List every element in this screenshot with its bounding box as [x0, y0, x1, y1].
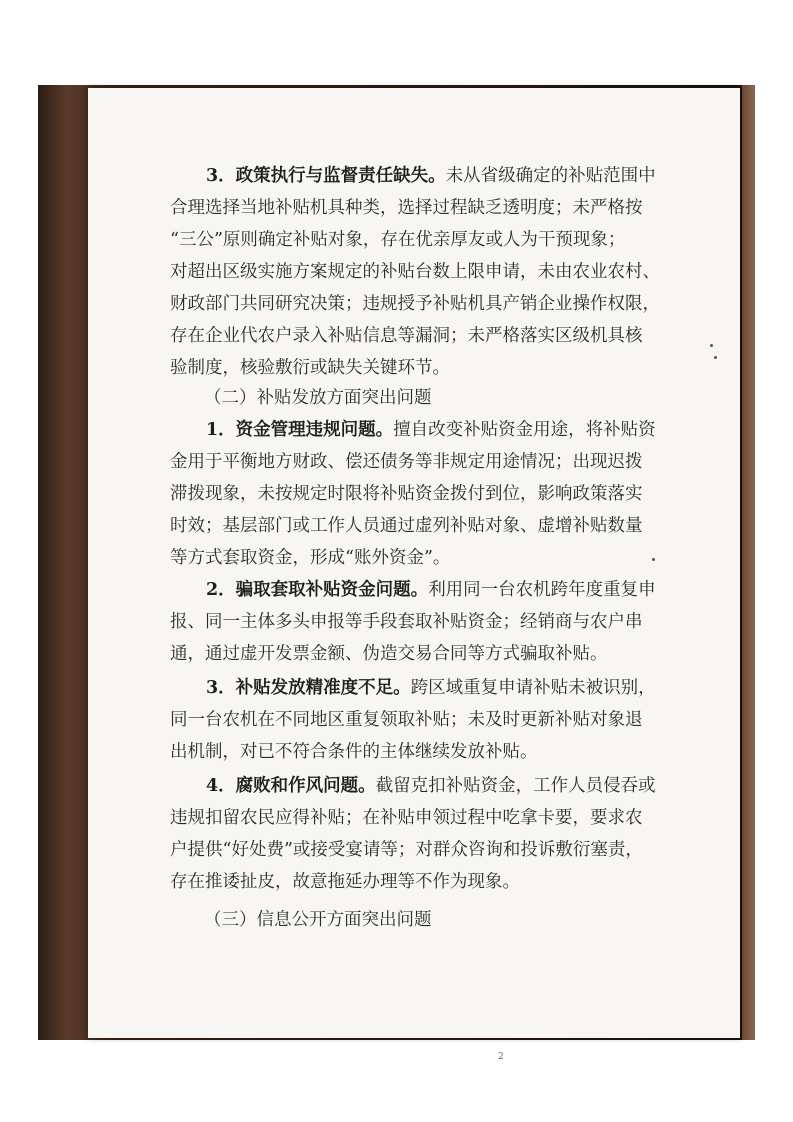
section-heading-3: （三）信息公开方面突出问题 [204, 910, 432, 930]
item1-line2: 金用于平衡地方财政、偿还债务等非规定用途情况；出现迟拨 [170, 452, 643, 472]
section3-line4: 对超出区级实施方案规定的补贴台数上限申请，未由农业农村、 [170, 262, 660, 282]
item1-line5: 等方式套取资金，形成“账外资金”。 [170, 548, 451, 568]
item2-lead: 2．骗取套取补贴资金问题。 [206, 580, 429, 600]
section3-line2: 合理选择当地补贴机具种类，选择过程缺乏透明度；未严格按 [170, 198, 643, 218]
item2-line1-text: 利用同一台农机跨年度重复申 [428, 580, 656, 600]
item2-line3: 通，通过虚开发票金额、伪造交易合同等方式骗取补贴。 [170, 644, 608, 664]
item4-lead: 4．腐败和作风问题。 [206, 776, 376, 796]
section3-line1-text: 未从省级确定的补贴范围中 [445, 166, 656, 186]
paper-speck [710, 344, 713, 347]
item4-line1-text: 截留克扣补贴资金，工作人员侵吞或 [375, 776, 656, 796]
item4-line4: 存在推诿扯皮，故意拖延办理等不作为现象。 [170, 872, 520, 892]
section3-line3: “三公”原则确定补贴对象，存在优亲厚友或人为干预现象； [170, 230, 626, 250]
section3-lead: 3．政策执行与监督责任缺失。 [206, 166, 446, 186]
item1-line3: 滞拨现象，未按规定时限将补贴资金拨付到位，影响政策落实 [170, 484, 643, 504]
item2-line1 [206, 580, 656, 600]
section3-line6: 存在企业代农户录入补贴信息等漏洞；未严格落实区级机具核 [170, 326, 643, 346]
item3-line1-text: 跨区域重复申请补贴未被识别， [410, 678, 656, 698]
item1-line1 [206, 420, 656, 440]
item4-line2: 违规扣留农民应得补贴；在补贴申领过程中吃拿卡要，要求农 [170, 808, 643, 828]
item3-line3: 出机制，对已不符合条件的主体继续发放补贴。 [170, 742, 538, 762]
section-heading-2: （二）补贴发放方面突出问题 [204, 388, 432, 408]
item4-line3: 户提供“好处费”或接受宴请等；对群众咨询和投诉敷衍塞责， [170, 840, 643, 860]
item1-line4: 时效；基层部门或工作人员通过虚列补贴对象、虚增补贴数量 [170, 516, 643, 536]
paper-speck [652, 558, 655, 561]
item1-lead: 1．资金管理违规问题。 [206, 420, 394, 440]
section3-line7: 验制度，核验敷衍或缺失关键环节。 [170, 358, 450, 378]
paper-speck [714, 356, 717, 359]
document-page [88, 88, 740, 1062]
page-number: 2 [498, 1052, 504, 1062]
item3-lead: 3．补贴发放精准度不足。 [206, 678, 411, 698]
section3-line1 [206, 166, 656, 186]
item1-line1-text: 擅自改变补贴资金用途，将补贴资 [393, 420, 656, 440]
item2-line2: 报、同一主体多头申报等手段套取补贴资金；经销商与农户串 [170, 612, 643, 632]
section3-line5: 财政部门共同研究决策；违规授予补贴机具产销企业操作权限， [170, 294, 660, 314]
item3-line2: 同一台农机在不同地区重复领取补贴；未及时更新补贴对象退 [170, 710, 643, 730]
photo-edge [742, 85, 755, 1040]
item3-line1 [206, 678, 656, 698]
item4-line1 [206, 776, 656, 796]
